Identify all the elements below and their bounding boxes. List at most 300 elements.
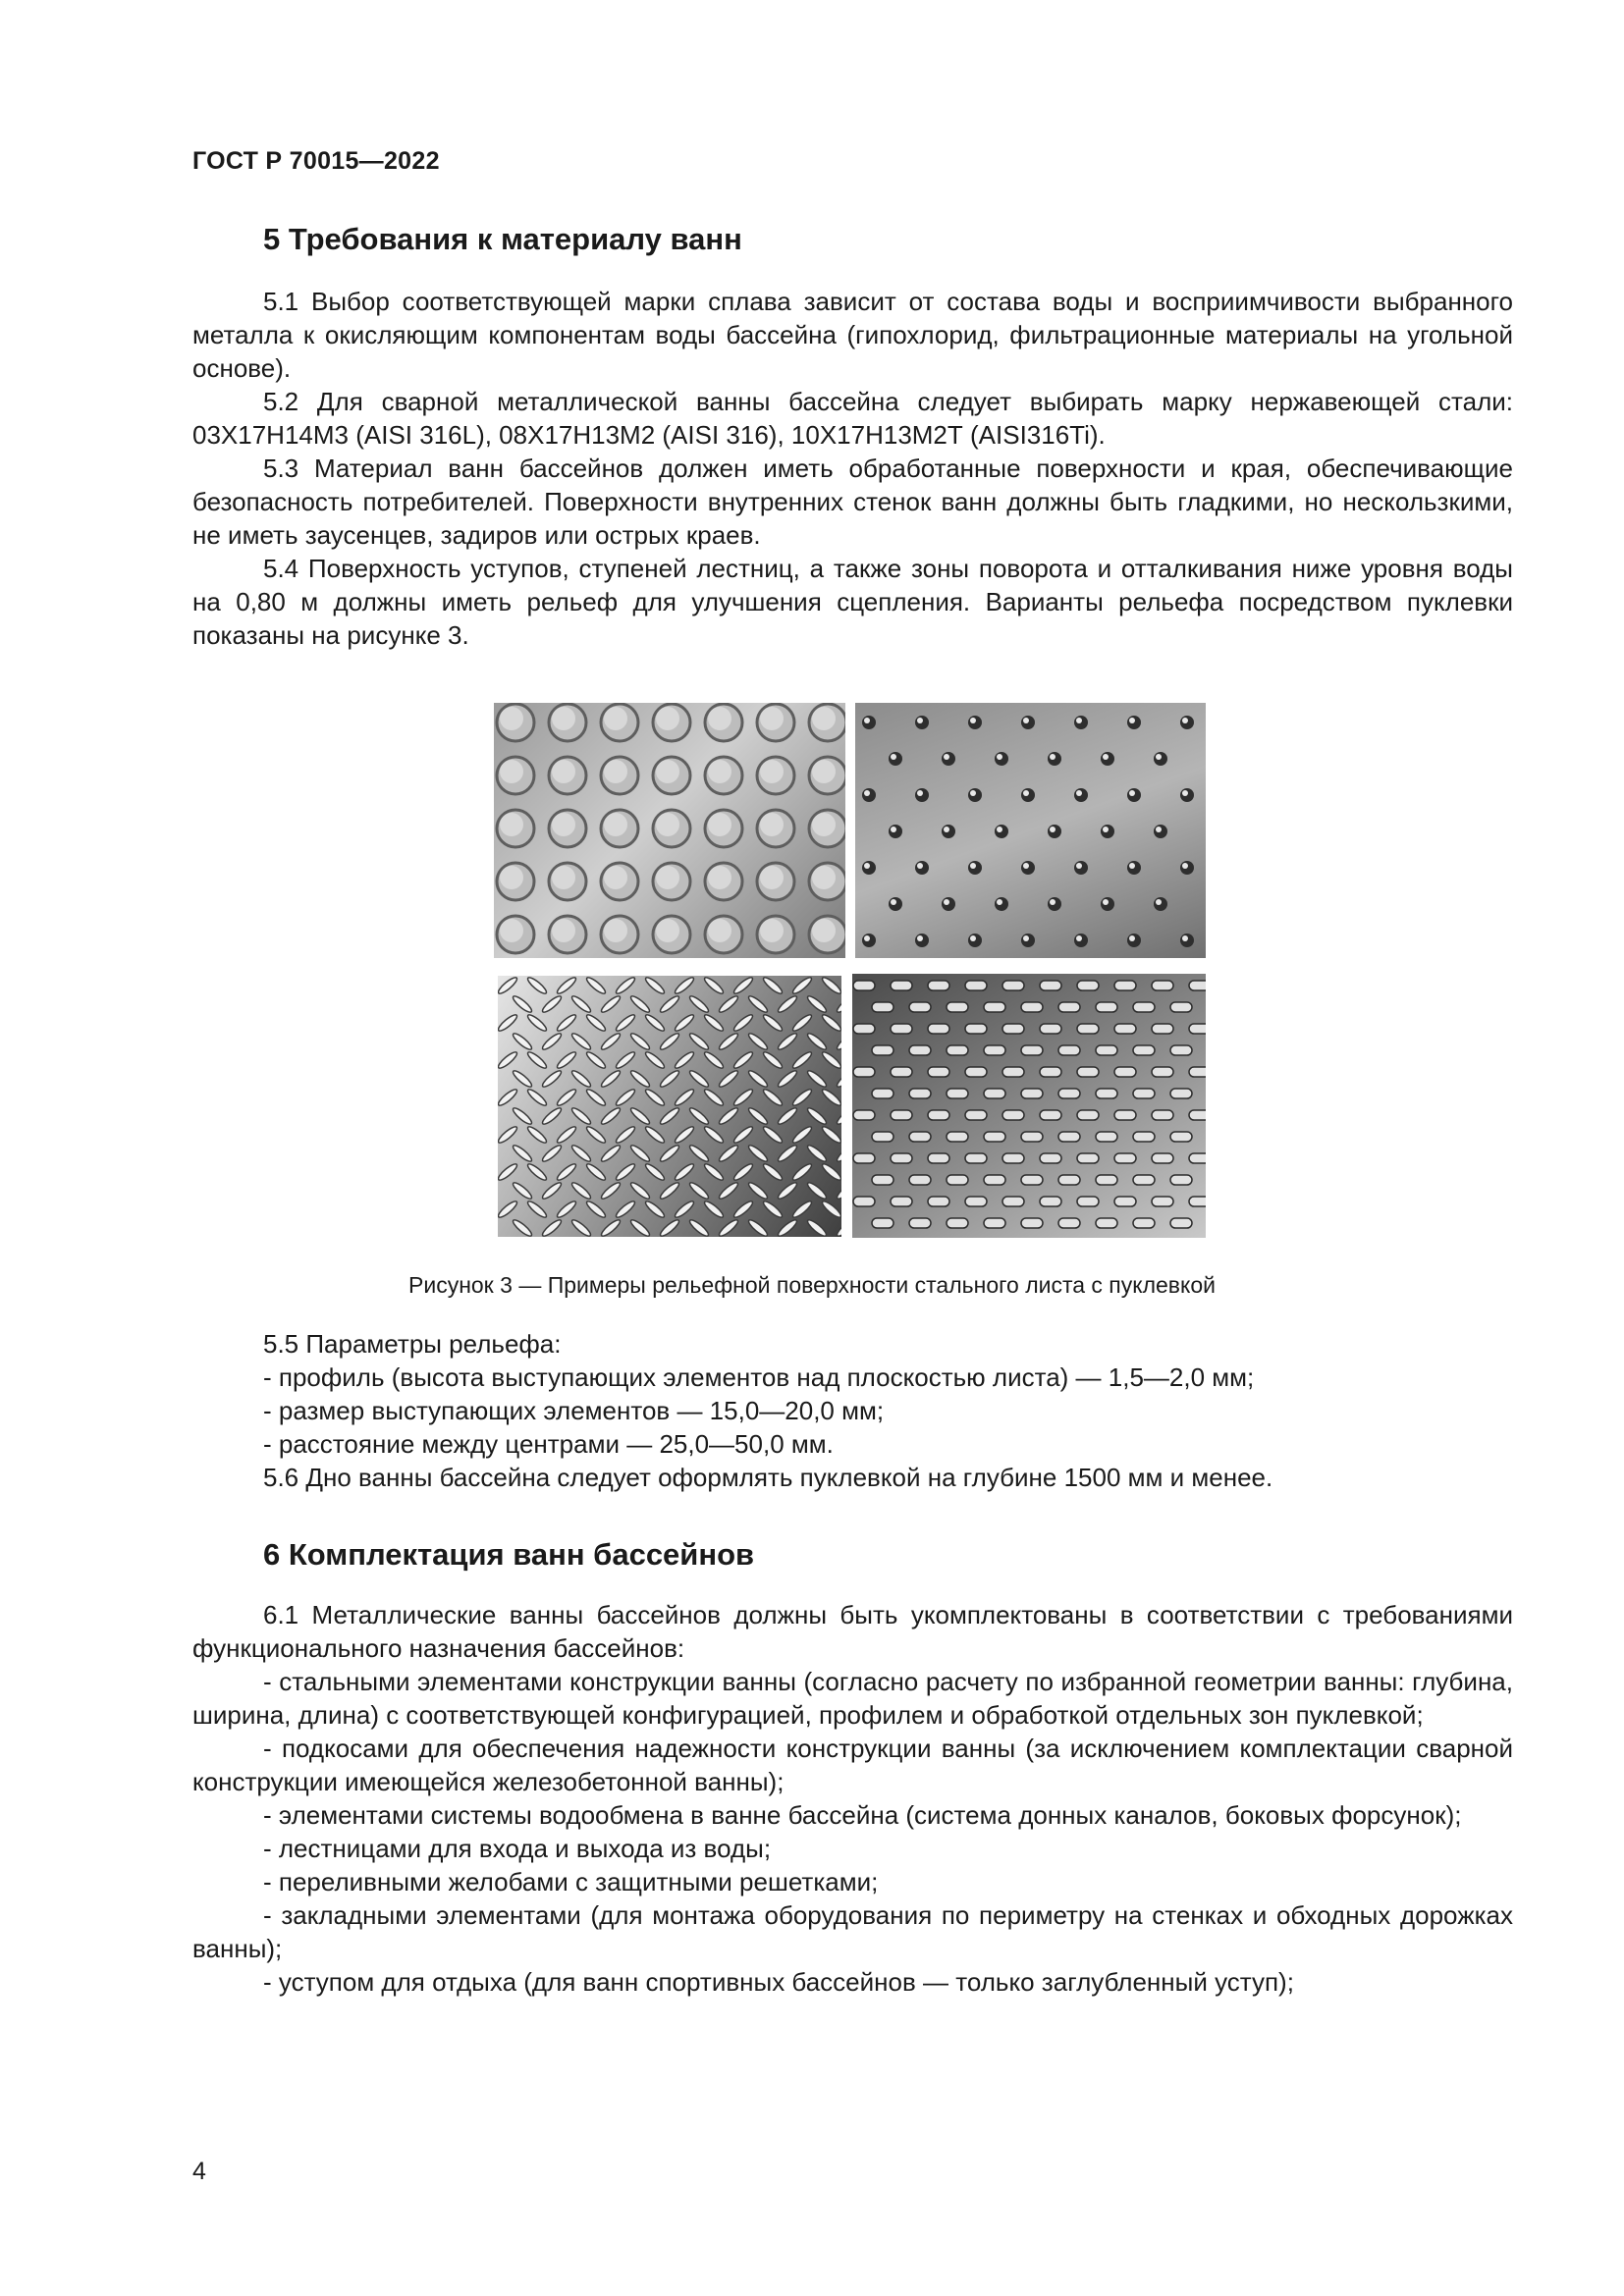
lozenge-bump (541, 1032, 564, 1052)
oval-bump (1058, 1002, 1080, 1012)
lozenge-bump (732, 1200, 755, 1220)
dome-highlight (970, 863, 976, 869)
dimple-highlight (760, 813, 784, 836)
lozenge-bump (806, 1069, 829, 1090)
oval-bump (891, 1110, 912, 1120)
lozenge-bump (585, 976, 608, 995)
lozenge-bump (718, 1144, 740, 1164)
oval-bump (1189, 1110, 1206, 1120)
lozenge-bump (644, 1200, 667, 1220)
oval-bump (891, 981, 912, 990)
oval-bump (1096, 1175, 1117, 1185)
lozenge-bump (688, 994, 711, 1015)
diamond-plate-texture-photo (498, 976, 841, 1237)
section-6-heading: 6 Комплектация ванн бассейнов (263, 1537, 755, 1572)
oval-bump (1002, 1067, 1024, 1077)
oval-bump (909, 1218, 931, 1228)
oval-bump (984, 1132, 1005, 1142)
oval-bump (947, 1089, 968, 1098)
oval-bump (965, 1067, 987, 1077)
oval-bump (1133, 1218, 1155, 1228)
dome-highlight (917, 790, 923, 796)
oval-bump (853, 1153, 875, 1163)
list-item: - уступом для отдыха (для ванн спортивных бассейнов — только заглубленный уступ); (263, 1967, 1294, 1997)
figure-3-caption: Рисунок 3 — Примеры рельефной поверхности стального листа с пуклевкой (408, 1272, 1216, 1298)
oval-bump (1077, 1153, 1099, 1163)
lozenge-bump (791, 1088, 814, 1108)
lozenge-bump (674, 1162, 696, 1183)
dome-highlight (1023, 718, 1029, 723)
dimple-highlight (760, 707, 784, 730)
oval-bump (1021, 1045, 1043, 1055)
lozenge-bump (747, 1144, 770, 1164)
lozenge-bump (659, 1181, 681, 1201)
oval-bump (909, 1175, 931, 1185)
oval-bump (1170, 1175, 1192, 1185)
oval-bump (1152, 1067, 1173, 1077)
lozenge-bump (629, 994, 652, 1015)
dome-highlight (864, 935, 870, 941)
lozenge-bump (644, 1125, 667, 1146)
dimple-highlight (812, 760, 836, 783)
dimple-highlight (760, 919, 784, 942)
oval-bump (1077, 1067, 1099, 1077)
lozenge-bump (659, 1069, 681, 1090)
oval-bump (1040, 1153, 1061, 1163)
oval-bump (1170, 1002, 1192, 1012)
dimple-highlight (552, 707, 575, 730)
lozenge-bump (836, 1032, 841, 1052)
lozenge-bump (629, 1069, 652, 1090)
dimple-highlight (500, 760, 523, 783)
lozenge-bump (615, 1200, 637, 1220)
lozenge-bump (791, 1125, 814, 1146)
dimple-highlight (812, 919, 836, 942)
lozenge-bump (556, 1125, 578, 1146)
lozenge-bump (806, 1144, 829, 1164)
oval-bump (909, 1002, 931, 1012)
dome-highlight (997, 754, 1002, 760)
dimple-highlight (500, 919, 523, 942)
dome-highlight (1129, 863, 1135, 869)
oval-bump (891, 1024, 912, 1034)
dome-highlight (970, 935, 976, 941)
oval-bump (965, 1024, 987, 1034)
dimple-highlight (656, 760, 679, 783)
dome-highlight (891, 899, 896, 905)
lozenge-bump (541, 1218, 564, 1237)
dimple-highlight (708, 760, 731, 783)
oval-bump (1002, 981, 1024, 990)
dome-highlight (1156, 827, 1162, 832)
lozenge-bump (615, 1050, 637, 1071)
oval-bump (928, 1024, 949, 1034)
oval-bump (1040, 1067, 1061, 1077)
oval-bump (965, 981, 987, 990)
dimple-highlight (656, 919, 679, 942)
oval-bump (1133, 1175, 1155, 1185)
oval-bump (1114, 1110, 1136, 1120)
lozenge-bump (762, 1013, 785, 1034)
dome-highlight (917, 718, 923, 723)
lozenge-bump (747, 994, 770, 1015)
lozenge-bump (703, 976, 726, 995)
section-5-heading: 5 Требования к материалу ванн (263, 222, 742, 256)
dimple-highlight (604, 760, 627, 783)
list-item: - подкосами для обеспечения надежности конструкции ванны (за исключением комплектации сварной конструкции имеющейся железобетонной ванны); (192, 1734, 1513, 1796)
dimple-highlight (708, 866, 731, 889)
dimple-highlight (656, 866, 679, 889)
dome-highlight (1050, 754, 1056, 760)
oval-bump (947, 1218, 968, 1228)
lozenge-bump (821, 1200, 841, 1220)
lozenge-bump (556, 1162, 578, 1183)
lozenge-bump (512, 1181, 534, 1201)
oval-bump (1114, 1067, 1136, 1077)
dimple-highlight (760, 866, 784, 889)
oval-bump (1096, 1002, 1117, 1012)
dome-highlight (1023, 935, 1029, 941)
oval-bump (1189, 1197, 1206, 1206)
lozenge-bump (526, 1162, 549, 1183)
oval-bump (1077, 1197, 1099, 1206)
dimple-highlight (656, 707, 679, 730)
oval-bump (853, 1024, 875, 1034)
lozenge-bump (659, 1032, 681, 1052)
lozenge-bump (688, 1032, 711, 1052)
list-item: - элементами системы водообмена в ванне бассейна (система донных каналов, боковых форсунок); (263, 1800, 1462, 1830)
oval-bump (928, 1110, 949, 1120)
oval-bump (1040, 1110, 1061, 1120)
oval-bump (928, 1197, 949, 1206)
dome-highlight (997, 827, 1002, 832)
lozenge-bump (659, 1144, 681, 1164)
dome-highlight (944, 827, 949, 832)
dimple-highlight (708, 813, 731, 836)
page-number: 4 (192, 2158, 206, 2185)
oval-bump (872, 1132, 893, 1142)
round-dimple-pattern (494, 703, 845, 958)
oval-bump (891, 1153, 912, 1163)
dimple-highlight (604, 866, 627, 889)
oval-bump (1114, 981, 1136, 990)
lozenge-bump (674, 1013, 696, 1034)
dome-highlight (944, 754, 949, 760)
dimple-highlight (656, 813, 679, 836)
dimple-highlight (604, 707, 627, 730)
dome-highlight (1023, 863, 1029, 869)
dome-highlight (1076, 790, 1082, 796)
lozenge-bump (732, 1050, 755, 1071)
oval-bump (1058, 1175, 1080, 1185)
lozenge-bump (836, 994, 841, 1015)
oval-bump-pattern (852, 974, 1206, 1238)
lozenge-bump (674, 1125, 696, 1146)
oval-bump (947, 1045, 968, 1055)
lozenge-bump (777, 1069, 799, 1090)
dimple-highlight (500, 707, 523, 730)
dome-highlight (944, 899, 949, 905)
lozenge-bump (570, 1144, 593, 1164)
lozenge-bump (674, 1050, 696, 1071)
lozenge-bump (541, 1144, 564, 1164)
dome-highlight (997, 899, 1002, 905)
section-5-body (192, 285, 1513, 652)
oval-bump (853, 1067, 875, 1077)
lozenge-bump (718, 1181, 740, 1201)
dome-highlight (917, 863, 923, 869)
oval-bump (928, 1153, 949, 1163)
oval-bump (872, 1175, 893, 1185)
lozenge-bump (512, 1069, 534, 1090)
lozenge-bump (791, 1050, 814, 1071)
lozenge-bump (688, 1144, 711, 1164)
lozenge-bump (791, 1200, 814, 1220)
paragraph-5-2: 5.2 Для сварной металлической ванны бассейна следует выбирать марку нержавеющей стали: 03Х17Н14М3 (AISI 316L), 08Х17Н13М2 (AISI 316), 10Х17Н13М2Т (AISI316Ti). (192, 387, 1513, 450)
lozenge-bump (570, 1181, 593, 1201)
oval-bump (984, 1089, 1005, 1098)
lozenge-bump (600, 1218, 623, 1237)
dimple-highlight (604, 919, 627, 942)
lozenge-bump (600, 994, 623, 1015)
oval-bump (1096, 1132, 1117, 1142)
oval-bump (965, 1197, 987, 1206)
oval-bump (984, 1175, 1005, 1185)
dome-highlight (864, 790, 870, 796)
list-item: - размер выступающих элементов — 15,0—20,0 мм; (263, 1396, 885, 1425)
lozenge-bump (703, 1050, 726, 1071)
lozenge-bump (747, 1181, 770, 1201)
oval-bump (947, 1175, 968, 1185)
lozenge-bump (526, 1200, 549, 1220)
lozenge-bump (585, 1200, 608, 1220)
lozenge-bump (600, 1032, 623, 1052)
oval-bump (1133, 1002, 1155, 1012)
lozenge-bump (512, 994, 534, 1015)
lozenge-bump (762, 1125, 785, 1146)
lozenge-bump (806, 1218, 829, 1237)
oval-bump (1077, 1110, 1099, 1120)
dome-highlight (1182, 790, 1188, 796)
dimple-highlight (604, 813, 627, 836)
dome-highlight (1076, 935, 1082, 941)
lozenge-bump (718, 994, 740, 1015)
oval-bump (1114, 1024, 1136, 1034)
lozenge-bump (688, 1106, 711, 1127)
oval-bump (1152, 1024, 1173, 1034)
dimple-highlight (552, 813, 575, 836)
dome-highlight (1129, 935, 1135, 941)
lozenge-bump (600, 1106, 623, 1127)
oval-bump (1002, 1110, 1024, 1120)
lozenge-bump (541, 994, 564, 1015)
oval-bump (1096, 1218, 1117, 1228)
oval-bump (1002, 1197, 1024, 1206)
lozenge-bump (644, 1013, 667, 1034)
lozenge-bump (777, 1144, 799, 1164)
paragraph-6-1: 6.1 Металлические ванны бассейнов должны быть укомплектованы в соответствии с требованиями функционального назначения бассейнов: (192, 1600, 1513, 1663)
dome-highlight (864, 863, 870, 869)
oval-bump (1133, 1045, 1155, 1055)
oval-bump (1114, 1153, 1136, 1163)
lozenge-bump (556, 1013, 578, 1034)
oval-bump (891, 1197, 912, 1206)
dome-highlight (891, 827, 896, 832)
lozenge-bump (718, 1032, 740, 1052)
oval-bump (853, 981, 875, 990)
dome-highlight (1050, 827, 1056, 832)
dimple-highlight (812, 866, 836, 889)
dome-highlight (1182, 935, 1188, 941)
oval-bump (909, 1132, 931, 1142)
lozenge-bump (629, 1032, 652, 1052)
oval-bump (1152, 981, 1173, 990)
dome-highlight (1156, 754, 1162, 760)
dimple-highlight (708, 707, 731, 730)
lozenge-bump (791, 1013, 814, 1034)
oval-bump (872, 1089, 893, 1098)
lozenge-bump (806, 994, 829, 1015)
oval-bump (1077, 1024, 1099, 1034)
dome-highlight (1156, 899, 1162, 905)
lozenge-bump (836, 1106, 841, 1127)
dimple-highlight (760, 760, 784, 783)
lozenge-bump (806, 1032, 829, 1052)
dome-highlight (1050, 899, 1056, 905)
lozenge-bump (498, 1088, 518, 1108)
lozenge-bump (644, 976, 667, 995)
oval-bump (1058, 1132, 1080, 1142)
lozenge-bump (585, 1125, 608, 1146)
oval-bump (1077, 981, 1099, 990)
lozenge-bump (777, 1032, 799, 1052)
lozenge-bump (512, 1106, 534, 1127)
dome-highlight (1103, 899, 1109, 905)
lozenge-bump (703, 1013, 726, 1034)
dome-highlight (1103, 754, 1109, 760)
lozenge-bump (498, 1125, 518, 1146)
lozenge-bump (570, 1069, 593, 1090)
oval-bump (853, 1197, 875, 1206)
oval-bump (1189, 1024, 1206, 1034)
lozenge-bump (556, 1088, 578, 1108)
lozenge-bump (821, 1125, 841, 1146)
paragraph-5-3: 5.3 Материал ванн бассейнов должен иметь обработанные поверхности и края, обеспечивающие безопасность потребителей. Поверхности внутренних стенок ванн должны быть гладкими, но нескользкими, не иметь заусенцев, задиров или острых краев. (192, 454, 1513, 550)
lozenge-bump (541, 1106, 564, 1127)
lozenge-bump (512, 1218, 534, 1237)
lozenge-bump (806, 1181, 829, 1201)
lozenge-bump (836, 1144, 841, 1164)
oval-bump (928, 1067, 949, 1077)
dimple-highlight (812, 813, 836, 836)
oval-bump (891, 1067, 912, 1077)
dome-highlight (1076, 863, 1082, 869)
document-header: ГОСТ Р 70015—2022 (192, 147, 440, 175)
oval-bump (1170, 1132, 1192, 1142)
paragraph-5-1: 5.1 Выбор соответствующей марки сплава зависит от состава воды и восприимчивости выбранного металла к окисляющим компонентам воды бассейна (гипохлорид, фильтрационные материалы на угольной основе). (192, 287, 1513, 383)
oval-bump (1058, 1089, 1080, 1098)
dome-highlight (1182, 718, 1188, 723)
lozenge-bump (570, 994, 593, 1015)
oval-bump (853, 1110, 875, 1120)
lozenge-bump (777, 1181, 799, 1201)
dome-highlight (917, 935, 923, 941)
oval-bump (1002, 1153, 1024, 1163)
oval-bump (1040, 1024, 1061, 1034)
oval-bump (1152, 1197, 1173, 1206)
lozenge-bump (556, 1200, 578, 1220)
lozenge-bump (762, 1162, 785, 1183)
lozenge-bump (570, 1218, 593, 1237)
dimple-highlight (552, 919, 575, 942)
paragraph-5-4: 5.4 Поверхность уступов, ступеней лестниц, а также зоны поворота и отталкивания ниже уровня воды на 0,80 м должны иметь рельеф для улучшения сцепления. Варианты рельефа посредством пуклевки показаны на рисунке 3. (192, 554, 1513, 650)
lozenge-bump (570, 1106, 593, 1127)
lozenge-bump (570, 1032, 593, 1052)
lozenge-bump (644, 1088, 667, 1108)
oval-bump-texture-photo (852, 974, 1206, 1238)
lozenge-bump (703, 1088, 726, 1108)
lozenge-bump (688, 1069, 711, 1090)
oval-bump (1002, 1024, 1024, 1034)
lozenge-bump (821, 1088, 841, 1108)
lozenge-bump (821, 1050, 841, 1071)
oval-bump (1152, 1153, 1173, 1163)
dot-texture-photo (855, 703, 1206, 958)
lozenge-bump (615, 976, 637, 995)
dimple-highlight (500, 866, 523, 889)
dome-highlight (1103, 827, 1109, 832)
oval-bump (1040, 981, 1061, 990)
lozenge-bump (498, 1013, 518, 1034)
oval-bump (1021, 1002, 1043, 1012)
lozenge-bump (747, 1218, 770, 1237)
oval-bump (872, 1002, 893, 1012)
lozenge-bump (821, 1013, 841, 1034)
lozenge-bump (732, 1125, 755, 1146)
section-6-body (192, 1598, 1513, 1999)
lozenge-bump (541, 1069, 564, 1090)
lozenge-bump (629, 1218, 652, 1237)
lozenge-bump (703, 1125, 726, 1146)
round-dimple-texture-photo (494, 703, 845, 958)
oval-bump (984, 1002, 1005, 1012)
paragraph-5-5: 5.5 Параметры рельефа: (263, 1329, 562, 1359)
dome-highlight (864, 718, 870, 723)
lozenge-bump (600, 1181, 623, 1201)
lozenge-bump (541, 1181, 564, 1201)
figure-3-photos (494, 703, 1206, 1240)
lozenge-bump (526, 1013, 549, 1034)
dimple-highlight (812, 707, 836, 730)
lozenge-bump (732, 976, 755, 995)
oval-bump (1021, 1089, 1043, 1098)
oval-bump (928, 981, 949, 990)
oval-bump (909, 1089, 931, 1098)
lozenge-bump (585, 1050, 608, 1071)
oval-bump (1170, 1045, 1192, 1055)
oval-bump (965, 1110, 987, 1120)
oval-bump (1021, 1132, 1043, 1142)
list-item: - лестницами для входа и выхода из воды; (263, 1834, 772, 1863)
oval-bump (947, 1002, 968, 1012)
lozenge-bump (526, 1125, 549, 1146)
lozenge-bump (732, 1088, 755, 1108)
oval-bump (872, 1218, 893, 1228)
lozenge-bump (585, 1088, 608, 1108)
lozenge-bump (777, 1218, 799, 1237)
lozenge-bump (629, 1106, 652, 1127)
lozenge-bump (762, 976, 785, 995)
